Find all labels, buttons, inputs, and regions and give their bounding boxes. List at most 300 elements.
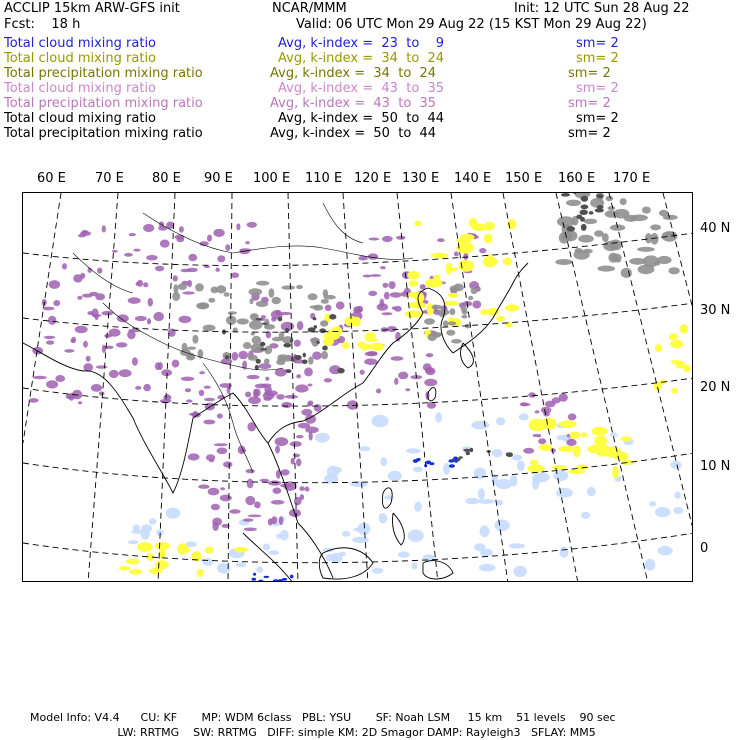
field-blob: [650, 233, 658, 245]
field-blob: [304, 367, 313, 376]
field-blob: [324, 378, 332, 382]
field-blob: [390, 292, 402, 298]
field-blob: [29, 398, 39, 403]
field-blob: [517, 461, 525, 472]
field-blob: [459, 260, 475, 272]
field-blob: [236, 562, 246, 567]
field-blob: [413, 467, 423, 473]
field-blob: [153, 312, 164, 321]
field-blob: [238, 351, 248, 359]
field-blob: [199, 302, 209, 308]
field-blob: [437, 238, 445, 242]
field-blob: [199, 390, 205, 396]
field-blob: [368, 253, 378, 259]
field-blob: [465, 498, 479, 505]
field-blob: [46, 380, 58, 388]
legend-row-avg: Avg, k-index = 50 to 44: [278, 111, 445, 126]
field-blob: [291, 458, 295, 465]
field-blob: [303, 353, 306, 358]
field-blob: [276, 359, 285, 365]
field-blob: [395, 332, 401, 342]
lat-label: 10 N: [700, 459, 731, 474]
field-blob: [281, 402, 292, 408]
field-blob: [62, 263, 67, 269]
field-blob: [260, 342, 266, 347]
field-blob: [285, 395, 298, 399]
field-blob: [424, 318, 435, 324]
field-blob: [545, 401, 556, 408]
field-blob: [655, 344, 662, 352]
field-blob: [279, 516, 283, 525]
field-blob: [166, 508, 180, 519]
field-blob: [388, 471, 402, 481]
field-blob: [427, 402, 436, 409]
field-blob: [541, 418, 557, 430]
field-blob: [182, 343, 188, 352]
field-blob: [146, 255, 158, 261]
field-blob: [503, 258, 512, 266]
field-blob: [109, 329, 121, 337]
field-blob: [225, 244, 230, 251]
field-blob: [102, 225, 106, 232]
field-blob: [313, 317, 317, 320]
field-blob: [480, 309, 489, 315]
field-blob: [280, 530, 289, 541]
field-blob: [581, 205, 589, 210]
field-blob: [512, 455, 522, 461]
field-blob: [369, 238, 380, 241]
field-blob: [448, 293, 459, 298]
field-blob: [323, 337, 334, 346]
field-blob: [268, 480, 281, 485]
field-blob: [80, 231, 91, 236]
field-blob: [213, 229, 224, 237]
legend-row-name: Total cloud mixing ratio: [4, 51, 157, 66]
field-blob: [225, 355, 229, 359]
field-blob: [282, 285, 296, 289]
field-blob: [469, 218, 477, 229]
field-blob: [407, 271, 420, 279]
legend-row-avg: Avg, k-index = 50 to 44: [270, 126, 437, 141]
field-blob: [297, 321, 304, 330]
field-blob: [296, 435, 304, 438]
field-blob: [451, 339, 462, 344]
field-blob: [249, 320, 262, 330]
field-blob: [449, 464, 455, 468]
lon-label: 80 E: [152, 171, 181, 186]
field-blob: [466, 451, 470, 455]
field-blob: [231, 272, 239, 278]
field-blob: [260, 348, 267, 350]
field-blob: [471, 287, 478, 294]
field-blob: [135, 386, 141, 390]
field-blob: [245, 496, 255, 505]
field-blob: [207, 235, 212, 242]
field-blob: [249, 288, 263, 295]
legend-row-name: Total cloud mixing ratio: [4, 36, 157, 51]
field-blob: [381, 457, 387, 466]
field-blob: [181, 377, 194, 381]
field-blob: [417, 458, 420, 461]
field-blob: [103, 346, 114, 349]
field-blob: [669, 333, 678, 340]
field-blob: [453, 457, 457, 460]
legend-row-sm: sm= 2: [576, 51, 619, 66]
field-blob: [91, 384, 102, 392]
field-blob: [188, 453, 200, 460]
field-blob: [220, 487, 225, 490]
legend-row-name: Total precipitation mixing ratio: [4, 96, 203, 111]
field-blob: [282, 578, 287, 581]
field-blob: [424, 379, 437, 387]
legend-row-sm: sm= 2: [568, 96, 611, 111]
field-blob: [382, 283, 388, 288]
field-blob: [117, 314, 129, 322]
field-blob: [389, 281, 396, 289]
field-blob: [253, 573, 256, 576]
field-blob: [276, 394, 284, 400]
field-blob: [172, 360, 180, 368]
field-blob: [128, 297, 141, 304]
field-blob: [637, 247, 655, 252]
field-blob: [381, 312, 392, 315]
field-blob: [217, 413, 223, 418]
field-blob: [33, 376, 47, 380]
field-blob: [245, 392, 251, 398]
field-blob: [425, 368, 434, 373]
field-blob: [265, 377, 269, 381]
field-blob: [472, 301, 481, 309]
field-blob: [454, 252, 459, 257]
field-blob: [307, 384, 312, 387]
field-blob: [148, 298, 153, 307]
field-blob: [479, 248, 486, 253]
field-blob: [398, 372, 408, 380]
lon-label: 110 E: [305, 171, 343, 186]
field-blob: [92, 314, 102, 317]
field-blob: [263, 544, 270, 551]
field-blob: [203, 420, 215, 425]
field-blob: [87, 311, 93, 315]
field-blob: [581, 224, 587, 231]
field-blob: [676, 361, 686, 369]
field-blob: [359, 344, 373, 350]
field-blob: [187, 280, 192, 287]
field-blob: [414, 502, 422, 512]
field-blob: [408, 302, 426, 309]
field-blob: [496, 417, 505, 425]
field-blob: [566, 200, 581, 206]
field-blob: [532, 477, 539, 490]
field-blob: [380, 266, 386, 269]
field-blob: [217, 255, 225, 262]
field-blob: [198, 485, 209, 489]
field-blob: [478, 488, 485, 500]
field-blob: [329, 314, 336, 320]
field-blob: [642, 207, 651, 214]
field-blob: [494, 520, 509, 532]
field-blob: [559, 420, 577, 428]
legend-row-name: Total precipitation mixing ratio: [4, 66, 203, 81]
field-blob: [53, 300, 60, 306]
field-blob: [450, 308, 456, 315]
valid-time: Valid: 06 UTC Mon 29 Aug 22 (15 KST Mon 29 Aug 22): [296, 17, 647, 32]
field-blob: [203, 325, 216, 332]
field-blob: [581, 512, 590, 519]
field-blob: [185, 388, 191, 392]
field-blob: [431, 253, 449, 259]
field-blob: [252, 578, 257, 581]
field-blob: [160, 240, 170, 248]
field-blob: [406, 448, 421, 453]
field-blob: [73, 274, 83, 282]
field-blob: [573, 445, 581, 454]
field-blob: [496, 479, 513, 489]
field-blob: [567, 226, 575, 232]
field-blob: [268, 550, 279, 555]
field-blob: [455, 461, 458, 463]
field-blob: [204, 398, 215, 402]
field-blob: [179, 226, 184, 233]
forecast-map: [22, 192, 693, 582]
field-blob: [420, 284, 426, 289]
field-blob: [46, 340, 54, 344]
field-blob: [249, 298, 253, 304]
field-blob: [680, 324, 689, 333]
field-blob: [296, 458, 301, 466]
field-blob: [384, 292, 390, 300]
field-blob: [559, 393, 568, 401]
field-blob: [621, 268, 632, 278]
field-blob: [259, 363, 272, 369]
org-label: NCAR/MMM: [272, 1, 347, 16]
field-blob: [143, 282, 148, 287]
field-blob: [431, 305, 442, 310]
field-blob: [336, 301, 345, 309]
field-blob: [621, 436, 632, 441]
field-blob: [673, 507, 683, 514]
field-blob: [479, 564, 496, 572]
field-blob: [670, 461, 681, 469]
field-blob: [229, 509, 240, 514]
field-blob: [408, 530, 424, 542]
field-blob: [561, 193, 570, 197]
field-blob: [539, 444, 552, 451]
field-blob: [374, 417, 381, 421]
field-blob: [143, 224, 154, 232]
field-blob: [605, 210, 618, 217]
field-blob: [606, 196, 614, 202]
field-blob: [360, 370, 365, 375]
field-blob: [264, 358, 270, 364]
field-blob: [506, 453, 509, 457]
field-blob: [443, 320, 448, 327]
field-blob: [671, 388, 678, 394]
field-blob: [657, 256, 672, 264]
field-blob: [321, 299, 329, 304]
field-blob: [321, 351, 328, 359]
field-blob: [589, 211, 594, 215]
field-blob: [425, 279, 442, 288]
field-blob: [463, 449, 470, 452]
field-blob: [553, 470, 568, 481]
field-blob: [327, 466, 339, 479]
field-blob: [478, 499, 495, 504]
field-blob: [119, 566, 130, 571]
field-blob: [258, 580, 264, 582]
field-blob: [598, 438, 606, 445]
field-blob: [509, 543, 525, 548]
field-blob: [319, 328, 326, 333]
field-blob: [95, 293, 105, 300]
field-blob: [337, 368, 344, 374]
field-blob: [260, 479, 270, 482]
lon-label: 60 E: [37, 171, 66, 186]
field-blob: [492, 449, 503, 457]
field-blob: [299, 486, 304, 491]
field-blob: [592, 427, 608, 436]
field-blob: [135, 316, 147, 321]
field-blob: [302, 360, 308, 365]
field-blob: [450, 267, 458, 271]
field-blob: [663, 215, 678, 220]
lon-label: 70 E: [95, 171, 124, 186]
model-title: ACCLIP 15km ARW-GFS init: [4, 1, 180, 16]
field-blob: [443, 463, 450, 475]
field-blob: [276, 310, 281, 316]
lon-label: 120 E: [354, 171, 392, 186]
field-blob: [377, 303, 389, 310]
field-blob: [99, 391, 105, 395]
field-blob: [224, 292, 230, 297]
field-blob: [316, 341, 319, 344]
field-blob: [228, 311, 237, 314]
field-blob: [244, 528, 257, 532]
field-blob: [535, 410, 540, 413]
field-blob: [608, 253, 618, 263]
field-blob: [195, 283, 204, 291]
field-blob: [161, 369, 172, 376]
field-blob: [134, 249, 141, 252]
field-blob: [78, 401, 82, 404]
field-blob: [391, 356, 404, 361]
field-blob: [141, 524, 152, 532]
field-blob: [181, 269, 191, 273]
field-blob: [650, 224, 661, 230]
field-blob: [226, 316, 237, 325]
field-blob: [247, 222, 257, 228]
field-blob: [629, 258, 645, 265]
field-blob: [555, 259, 572, 265]
field-blob: [275, 437, 289, 446]
field-blob: [283, 343, 291, 347]
field-blob: [308, 293, 318, 300]
field-blob: [216, 268, 220, 272]
legend-row-sm: sm= 2: [576, 81, 619, 96]
field-blob: [82, 294, 93, 298]
field-blob: [275, 445, 280, 453]
forecast-hour: Fcst: 18 h: [4, 17, 81, 32]
field-blob: [462, 310, 468, 315]
field-blob: [290, 575, 294, 579]
field-blob: [197, 569, 204, 577]
field-blob: [396, 236, 406, 240]
field-blob: [272, 297, 281, 304]
hydrometeor-field-layer: [29, 193, 691, 582]
field-blob: [313, 305, 323, 311]
field-blob: [301, 409, 312, 416]
legend-row-name: Total cloud mixing ratio: [4, 111, 157, 126]
field-blob: [368, 291, 377, 296]
field-blob: [538, 438, 546, 444]
field-blob: [64, 349, 74, 353]
field-blob: [414, 221, 422, 226]
field-blob: [620, 198, 627, 205]
field-blob: [137, 542, 153, 552]
field-blob: [320, 320, 328, 326]
field-blob: [382, 236, 393, 242]
field-blob: [178, 283, 187, 290]
field-blob: [211, 504, 220, 510]
model-info-line: Model Info: V4.4 CU: KF MP: WDM 6class PBL: YSU SF: Noah LSM 15 km 51 levels 90 sec: [30, 711, 616, 724]
field-blob: [398, 551, 410, 557]
field-blob: [254, 501, 261, 508]
lon-label: 90 E: [204, 171, 233, 186]
field-blob: [43, 307, 55, 311]
field-blob: [172, 292, 180, 301]
lon-label: 130 E: [402, 171, 440, 186]
field-blob: [256, 566, 263, 573]
field-blob: [670, 340, 683, 348]
field-blob: [143, 384, 151, 391]
field-blob: [325, 305, 332, 311]
init-time: Init: 12 UTC Sun 28 Aug 22: [514, 1, 690, 16]
field-blob: [342, 531, 350, 537]
field-blob: [129, 569, 142, 575]
lon-label: 100 E: [253, 171, 291, 186]
field-blob: [314, 404, 322, 412]
field-blob: [584, 219, 598, 224]
field-blob: [367, 351, 377, 356]
field-blob: [323, 295, 335, 300]
field-blob: [530, 460, 538, 465]
field-blob: [323, 548, 334, 553]
lat-label: 20 N: [700, 380, 731, 395]
field-blob: [578, 235, 594, 243]
field-blob: [209, 459, 214, 462]
field-blob: [48, 316, 56, 325]
field-blob: [528, 392, 536, 397]
field-blob: [149, 568, 162, 574]
field-blob: [223, 461, 232, 467]
field-blob: [608, 206, 616, 210]
field-blob: [295, 384, 308, 392]
field-blob: [352, 537, 369, 543]
field-blob: [376, 389, 381, 394]
field-blob: [429, 462, 434, 465]
field-blob: [247, 375, 260, 379]
field-blob: [83, 341, 88, 348]
field-blob: [354, 306, 362, 311]
legend-row-avg: Avg, k-index = 34 to 24: [270, 66, 437, 81]
field-blob: [126, 559, 140, 565]
field-blob: [300, 494, 305, 500]
legend-row-sm: sm= 2: [568, 126, 611, 141]
field-blob: [273, 488, 282, 494]
field-blob: [519, 413, 529, 420]
legend-row-name: Total precipitation mixing ratio: [4, 126, 203, 141]
lat-label: 40 N: [700, 221, 731, 236]
